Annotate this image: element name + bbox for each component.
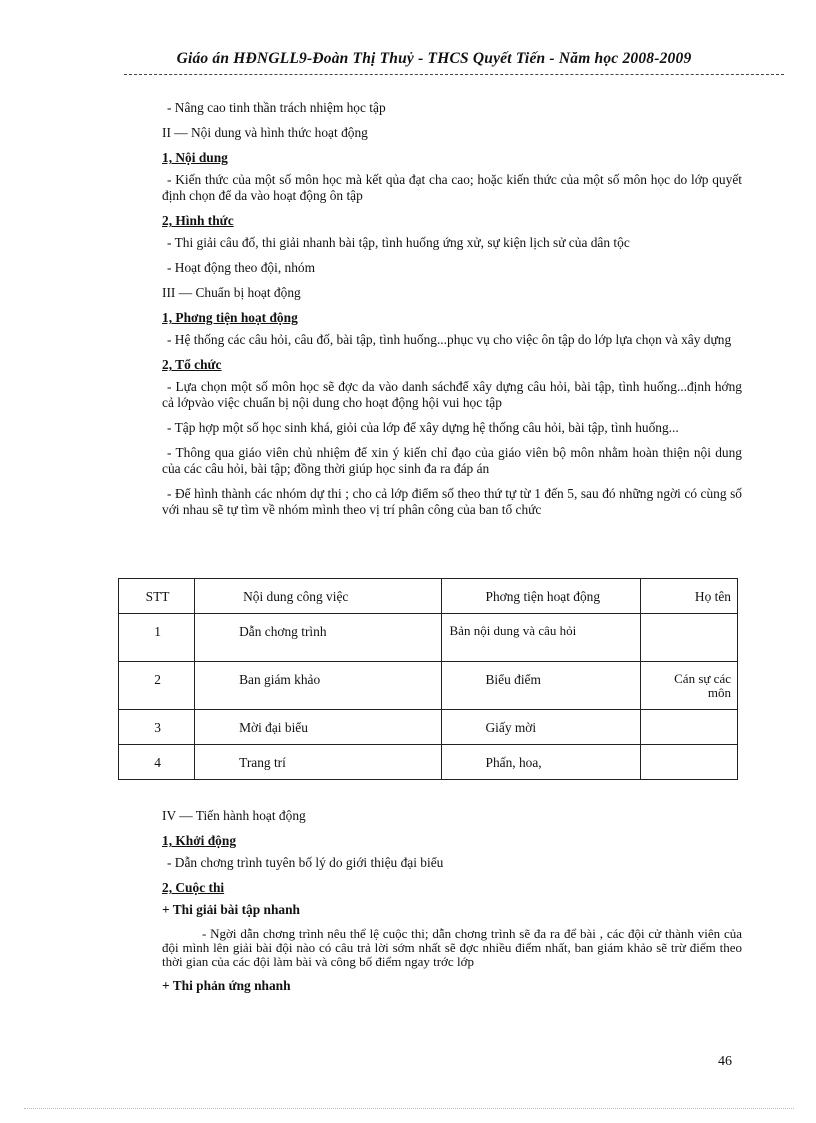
bai-tap-text: - Ngời dẫn chơng trình nêu thể lệ cuộc thi; dẫn chơng trình sẽ đa ra để bài , các đội cử thành viên của đội mình lên giải bài đội nào có câu trả lời sớm nhất sẽ đợc nhiều điểm nhất, ban giám khảo sẽ trừ điểm theo thời gian của các đội làm bài và công bố điểm ngay trớc lớp [162,926,742,969]
row-2-name: Cán sự các môn [674,671,731,700]
table-header-row [119,579,738,614]
hinh-thuc-2: - Hoạt động theo đội, nhóm [167,260,316,275]
hinh-thuc-1: - Thi giải câu đố, thi giải nhanh bài tập, tình huống ứng xử, sự kiện lịch sử của dân tộc [167,235,630,250]
to-chuc-3: - Thông qua giáo viên chủ nhiệm để xin ý kiến chỉ đạo của giáo viên bộ môn nhằm hoàn thiện nội dung của các câu hỏi, bài tập; đồng thời giúp học sinh đa ra đáp án [162,445,742,476]
activity-section [162,808,742,1003]
row-3-task: Mời đại biểu [239,720,308,735]
section-2-title: II — Nội dung và hình thức hoạt động [162,125,368,140]
to-chuc-2: - Tập hợp một số học sinh khá, giỏi của lớp để xây dựng hệ thống câu hỏi, bài tập, tình huống... [167,420,679,435]
section-4-title: IV — Tiến hành hoạt động [162,808,306,823]
goal-line: - Nâng cao tinh thần trách nhiệm học tập [167,100,386,115]
header-phuong-tien: Phơng tiện hoạt động [485,589,601,604]
row-3-stt: 3 [154,720,161,735]
row-1-task: Dẫn chơng trình [239,624,327,639]
sub-heading-bai-tap: + Thi giải bài tập nhanh [162,902,301,917]
sub-heading-phan-ung: + Thi phản ứng nhanh [162,978,291,993]
heading-hinh-thuc: 2, Hình thức [162,213,234,228]
table-row [119,662,738,710]
row-4-task: Trang trí [239,755,286,770]
heading-khoi-dong: 1, Khởi động [162,833,237,848]
header-divider [124,74,784,75]
phuong-tien-text: - Hệ thống các câu hỏi, câu đố, bài tập, tình huống...phục vụ cho việc ôn tập do lớp lựa chọn và xây dựng [167,332,732,347]
table-row [119,710,738,745]
row-4-name [641,745,737,763]
heading-phuong-tien: 1, Phơng tiện hoạt động [162,310,298,325]
row-4-stt: 4 [154,755,161,770]
table-row [119,614,738,662]
row-2-stt: 2 [154,672,161,687]
noi-dung-text: - Kiến thức của một số môn học mà kết qủa đạt cha cao; hoặc kiến thức của một số môn học do lớp quyết định chọn để da vào hoạt động ôn tập [162,172,742,203]
row-1-name [641,614,737,632]
activity-table [118,578,738,780]
khoi-dong-text: - Dẫn chơng trình tuyên bố lý do giới thiệu đại biểu [167,855,444,870]
row-2-task: Ban giám khảo [239,672,321,687]
row-1-means: Bản nội dung và câu hỏi [449,623,577,638]
document-body [162,100,742,527]
heading-noi-dung: 1, Nội dung [162,150,228,165]
table-row [119,745,738,780]
row-3-means: Giấy mời [485,720,537,735]
row-3-name [641,710,737,728]
to-chuc-1: - Lựa chọn một số môn học sẽ đợc da vào danh sáchđể xây dựng câu hỏi, bài tập, tình huống...định hớng cả lớpvào việc chuẩn bị nội dung cho hoạt động hội vui học tập [162,379,742,410]
heading-to-chuc: 2, Tổ chức [162,357,222,372]
footer-divider [24,1108,794,1109]
header-ho-ten: Họ tên [694,589,731,604]
section-3-title: III — Chuẩn bị hoạt động [162,285,301,300]
row-1-stt: 1 [154,624,161,639]
header-noi-dung: Nội dung công việc [243,589,349,604]
row-4-means: Phấn, hoa, [485,755,542,770]
page-header: Giáo án HĐNGLL9-Đoàn Thị Thuỷ - THCS Quyết Tiến - Năm học 2008-2009 [176,50,692,67]
heading-cuoc-thi: 2, Cuộc thi [162,880,225,895]
header-stt: STT [145,589,170,604]
page-number: 46 [718,1054,732,1069]
row-2-means: Biểu điểm [485,672,541,687]
to-chuc-4: - Để hình thành các nhóm dự thi ; cho cả lớp điểm số theo thứ tự từ 1 đến 5, sau đó những ngời có cùng số với nhau sẽ tự tìm về nhóm mình theo vị trí phân công của ban tổ chức [162,486,742,517]
